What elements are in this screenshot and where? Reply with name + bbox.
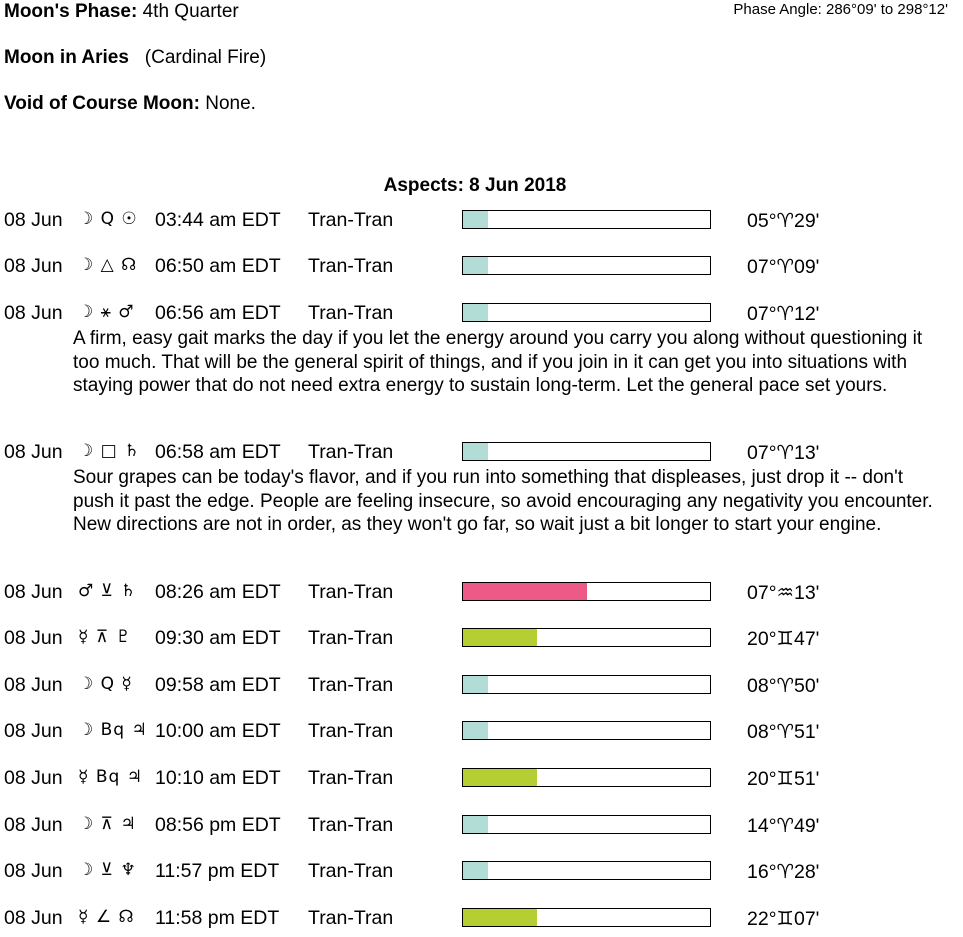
aspect-time: 08:26 am EDT <box>155 581 281 603</box>
aspect-symbols: ☿ ⊼ ♇ <box>78 627 132 647</box>
moon-phase-value: 4th Quarter <box>142 1 239 22</box>
aspect-symbols: ♂ ⊻ ♄ <box>78 581 137 601</box>
strength-bar <box>462 768 711 787</box>
strength-bar <box>462 628 711 647</box>
aspect-row <box>0 907 963 931</box>
aspect-position: 05°♈29' <box>747 210 820 232</box>
aspect-time: 06:58 am EDT <box>155 441 281 463</box>
strength-bar <box>462 442 711 461</box>
aspect-date: 08 Jun <box>4 581 63 603</box>
strength-bar <box>462 815 711 834</box>
aspect-type: Tran-Tran <box>308 907 394 929</box>
aspect-date: 08 Jun <box>4 860 63 882</box>
aspect-time: 09:30 am EDT <box>155 627 281 649</box>
aspect-time: 06:56 am EDT <box>155 302 281 324</box>
strength-bar-fill <box>463 816 488 833</box>
aspect-symbols: ☽ Bq ♃ <box>78 720 148 740</box>
aspect-type: Tran-Tran <box>308 302 394 324</box>
aspect-type: Tran-Tran <box>308 674 394 696</box>
aspect-date: 08 Jun <box>4 814 63 836</box>
aspect-symbols: ☽ □ ♄ <box>78 441 141 461</box>
aspect-type: Tran-Tran <box>308 581 394 603</box>
aspect-date: 08 Jun <box>4 767 63 789</box>
aspect-row <box>0 860 963 884</box>
strength-bar <box>462 721 711 740</box>
aspect-type: Tran-Tran <box>308 814 394 836</box>
aspect-type: Tran-Tran <box>308 767 394 789</box>
void-of-course-line <box>4 93 256 115</box>
aspect-position: 22°♊07' <box>747 908 820 930</box>
aspect-position: 20°♊51' <box>747 768 820 790</box>
aspect-time: 06:50 am EDT <box>155 255 281 277</box>
aspect-symbols: ☽ Q ☉ <box>78 209 138 229</box>
aspect-type: Tran-Tran <box>308 255 394 277</box>
aspect-position: 08°♈50' <box>747 675 820 697</box>
aspect-type: Tran-Tran <box>308 720 394 742</box>
moon-phase-line <box>4 1 239 23</box>
aspect-symbols: ☿ Bq ♃ <box>78 767 143 787</box>
strength-bar <box>462 582 711 601</box>
aspect-symbols: ☽ Q ☿ <box>78 674 133 694</box>
aspect-date: 08 Jun <box>4 209 63 231</box>
aspect-date: 08 Jun <box>4 720 63 742</box>
strength-bar-fill <box>463 909 537 926</box>
strength-bar-fill <box>463 676 488 693</box>
aspect-type: Tran-Tran <box>308 441 394 463</box>
aspect-time: 10:10 am EDT <box>155 767 281 789</box>
strength-bar-fill <box>463 769 537 786</box>
strength-bar <box>462 675 711 694</box>
aspect-time: 11:58 pm EDT <box>155 907 280 929</box>
aspect-description: Sour grapes can be today's flavor, and if you run into something that displeases, just drop it -- don't push it past the edge. People are feeling insecure, so avoid encouraging any negativity you encounter. New directions are not in order, as they won't go far, so wait just a bit longer to start your engine. <box>73 467 933 535</box>
void-of-course-label: Void of Course Moon: <box>4 93 200 114</box>
aspect-symbols: ☽ ⚹ ♂ <box>78 302 135 322</box>
strength-bar-fill <box>463 257 488 274</box>
strength-bar <box>462 303 711 322</box>
aspect-row <box>0 767 963 791</box>
aspect-symbols: ☽ ⊼ ♃ <box>78 814 137 834</box>
aspect-row <box>0 581 963 605</box>
aspect-date: 08 Jun <box>4 302 63 324</box>
strength-bar-fill <box>463 583 587 600</box>
aspect-type: Tran-Tran <box>308 209 394 231</box>
aspect-date: 08 Jun <box>4 255 63 277</box>
moon-sign-label: Moon in Aries <box>4 47 129 68</box>
aspect-date: 08 Jun <box>4 441 63 463</box>
aspect-description: A firm, easy gait marks the day if you let the energy around you carry you along without questioning it too much. That will be the general spirit of things, and if you join in it can get you into situations with staying power that do not need extra energy to sustain long-term. Let the general pace set yours. <box>73 328 923 396</box>
aspect-position: 16°♈28' <box>747 861 820 883</box>
aspect-type: Tran-Tran <box>308 627 394 649</box>
aspect-position: 14°♈49' <box>747 815 820 837</box>
aspect-position: 07°♈09' <box>747 256 820 278</box>
strength-bar-fill <box>463 629 537 646</box>
aspect-symbols: ☽ ⊻ ♆ <box>78 860 137 880</box>
aspect-row <box>0 674 963 698</box>
aspect-row <box>0 302 963 326</box>
aspect-time: 10:00 am EDT <box>155 720 281 742</box>
aspect-symbols: ☽ △ ☊ <box>78 255 138 275</box>
strength-bar-fill <box>463 211 488 228</box>
moon-sign-value: (Cardinal Fire) <box>144 47 267 68</box>
aspect-time: 11:57 pm EDT <box>155 860 280 882</box>
strength-bar-fill <box>463 862 488 879</box>
phase-angle: Phase Angle: 286°09' to 298°12' <box>733 1 948 18</box>
aspect-symbols: ☿ ∠ ☊ <box>78 907 135 927</box>
aspect-position: 07°♈12' <box>747 303 820 325</box>
aspect-time: 03:44 am EDT <box>155 209 281 231</box>
strength-bar-fill <box>463 443 488 460</box>
aspect-date: 08 Jun <box>4 674 63 696</box>
aspect-row <box>0 627 963 651</box>
aspects-title: Aspects: 8 Jun 2018 <box>383 175 567 196</box>
aspect-time: 08:56 pm EDT <box>155 814 281 836</box>
aspect-date: 08 Jun <box>4 627 63 649</box>
moon-phase-label: Moon's Phase: <box>4 1 138 22</box>
strength-bar-fill <box>463 722 488 739</box>
aspect-row <box>0 720 963 744</box>
strength-bar-fill <box>463 304 488 321</box>
moon-sign-line <box>4 47 266 69</box>
aspect-position: 07°♈13' <box>747 442 820 464</box>
aspect-position: 20°♊47' <box>747 628 820 650</box>
aspect-position: 07°♒13' <box>747 582 820 604</box>
strength-bar <box>462 861 711 880</box>
aspect-position: 08°♈51' <box>747 721 820 743</box>
aspect-row <box>0 209 963 233</box>
aspect-date: 08 Jun <box>4 907 63 929</box>
void-of-course-value: None. <box>205 93 256 114</box>
aspect-type: Tran-Tran <box>308 860 394 882</box>
strength-bar <box>462 256 711 275</box>
aspect-time: 09:58 am EDT <box>155 674 281 696</box>
aspect-row <box>0 255 963 279</box>
strength-bar <box>462 908 711 927</box>
aspect-row <box>0 441 963 465</box>
aspect-row <box>0 814 963 838</box>
strength-bar <box>462 210 711 229</box>
